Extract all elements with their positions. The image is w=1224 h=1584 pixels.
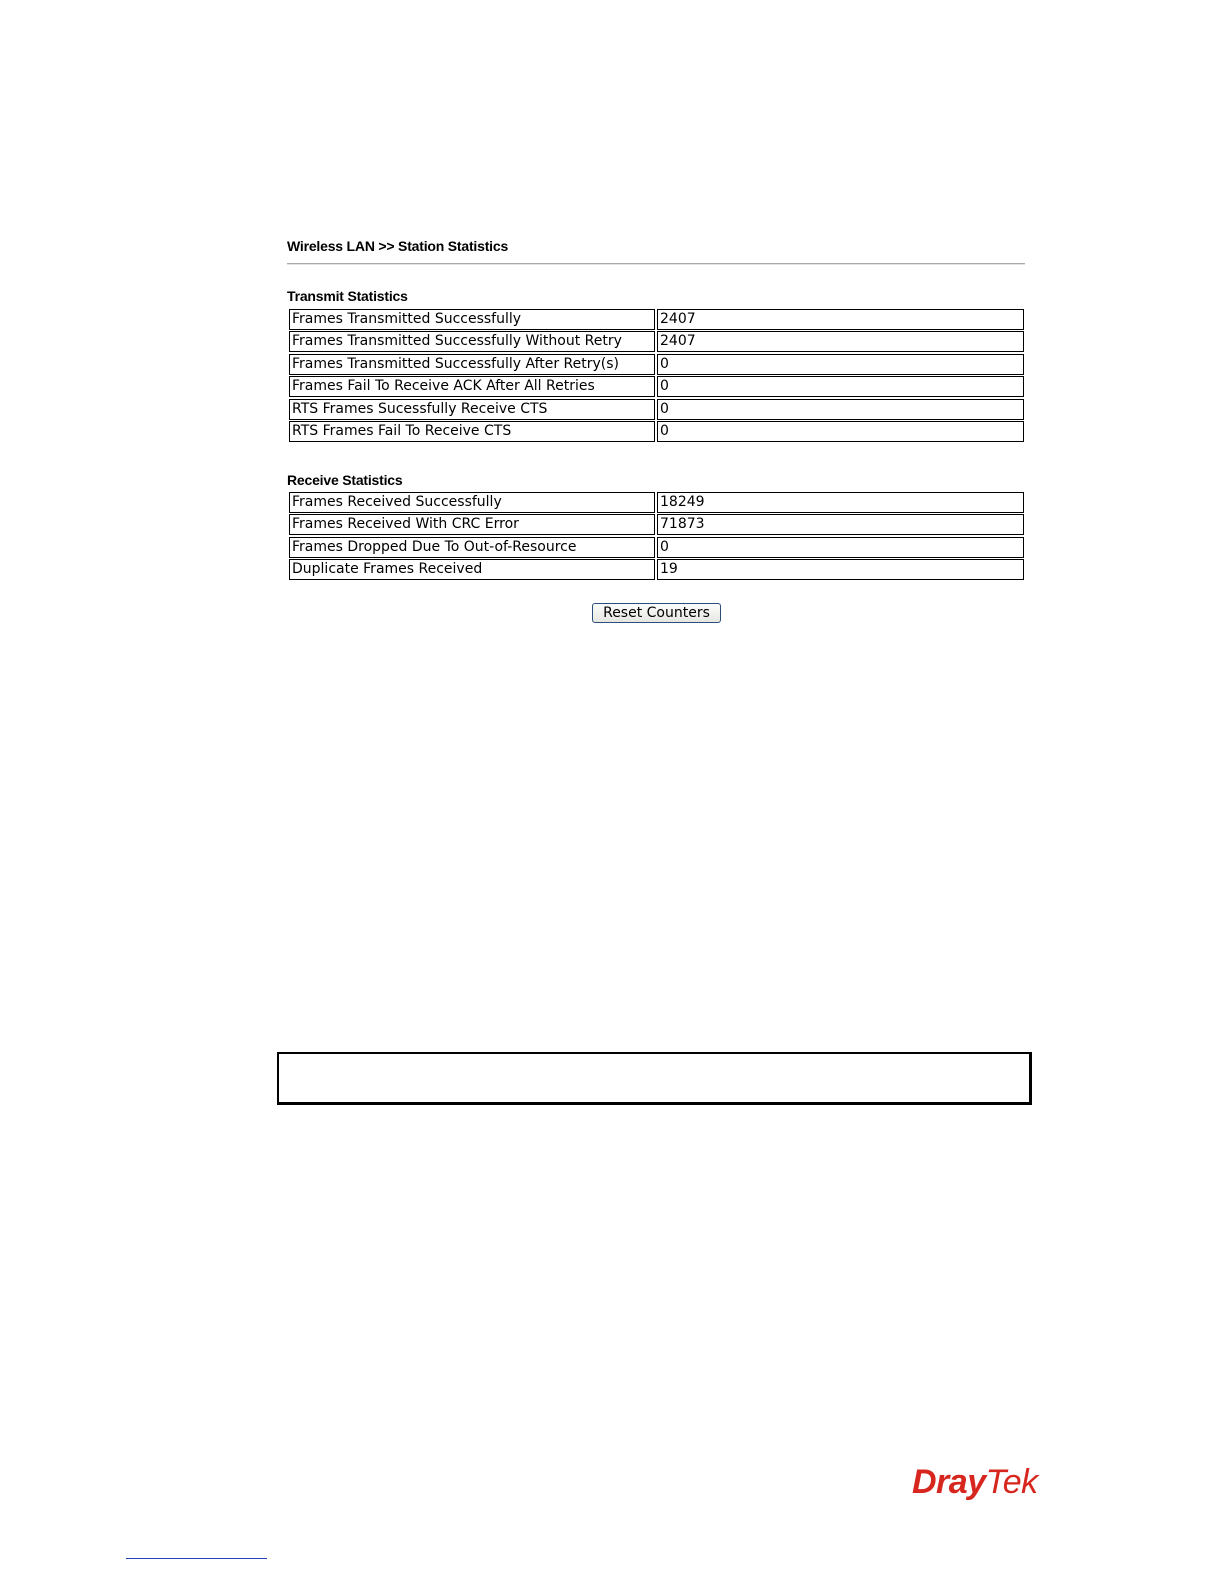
stat-value: 0 <box>657 399 1024 420</box>
table-row <box>288 492 1024 514</box>
stat-value: 0 <box>657 421 1024 442</box>
stat-label: Frames Dropped Due To Out-of-Resource <box>289 537 655 558</box>
stat-value: 18249 <box>657 492 1024 513</box>
stat-value: 2407 <box>657 331 1024 352</box>
note-box <box>277 1052 1032 1105</box>
logo-text-tek: Tek <box>985 1463 1038 1501</box>
table-row <box>288 376 1024 398</box>
receive-table <box>288 492 1024 582</box>
table-row <box>288 559 1024 581</box>
stat-label: RTS Frames Fail To Receive CTS <box>289 421 655 442</box>
stat-label: Frames Transmitted Successfully Without Retry <box>289 331 655 352</box>
stat-value: 0 <box>657 376 1024 397</box>
stat-label: RTS Frames Sucessfully Receive CTS <box>289 399 655 420</box>
footer-rule <box>126 1558 267 1559</box>
stat-label: Frames Transmitted Successfully After Retry(s) <box>289 354 655 375</box>
draytek-logo <box>912 1462 1038 1502</box>
table-row <box>288 331 1024 353</box>
table-row <box>288 537 1024 559</box>
stat-label: Frames Transmitted Successfully <box>289 309 655 330</box>
table-row <box>288 309 1024 331</box>
stat-value: 71873 <box>657 514 1024 535</box>
table-row <box>288 354 1024 376</box>
table-row <box>288 421 1024 443</box>
transmit-table <box>288 309 1024 443</box>
receive-heading: Receive Statistics <box>287 472 403 488</box>
stat-value: 0 <box>657 354 1024 375</box>
transmit-heading: Transmit Statistics <box>287 288 408 304</box>
page-title: Wireless LAN >> Station Statistics <box>287 238 509 254</box>
title-divider <box>287 263 1025 265</box>
reset-counters-button[interactable]: Reset Counters <box>592 603 721 623</box>
stat-label: Frames Received With CRC Error <box>289 514 655 535</box>
table-row <box>288 514 1024 536</box>
logo-text-dray: Dray <box>912 1463 986 1501</box>
table-row <box>288 399 1024 421</box>
stat-value: 19 <box>657 559 1024 580</box>
stat-value: 2407 <box>657 309 1024 330</box>
stat-value: 0 <box>657 537 1024 558</box>
stat-label: Duplicate Frames Received <box>289 559 655 580</box>
stat-label: Frames Fail To Receive ACK After All Retries <box>289 376 655 397</box>
stat-label: Frames Received Successfully <box>289 492 655 513</box>
